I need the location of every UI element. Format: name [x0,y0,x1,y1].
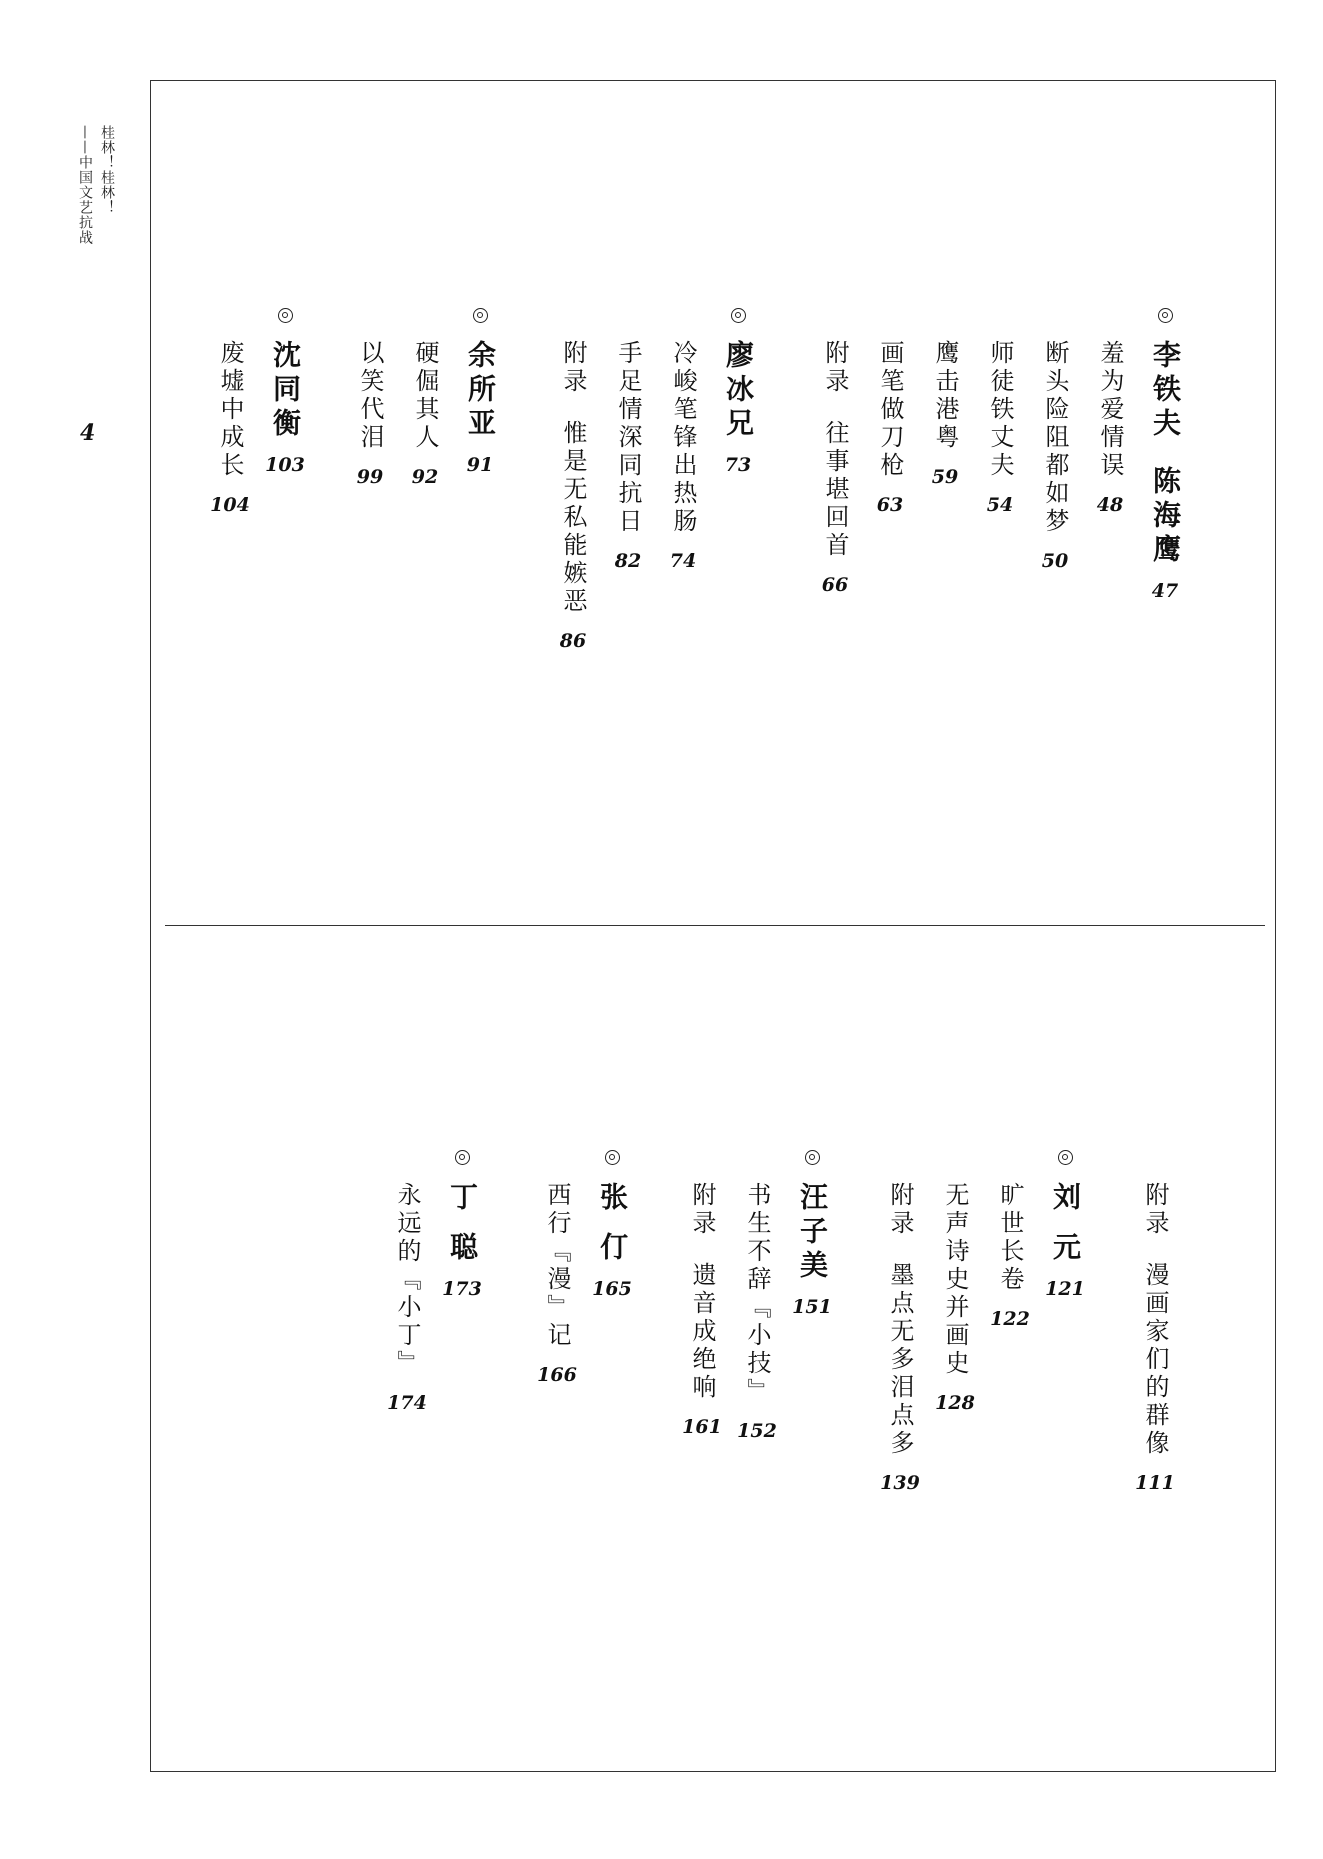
toc-artist-entry [1045,1150,1085,1299]
page-ref: 74 [669,550,697,572]
section-bullet-icon [605,1150,620,1165]
page-ref: 165 [592,1277,632,1300]
section-bullet-icon [805,1150,820,1165]
page-frame [150,80,1276,1772]
page-ref: 128 [935,1392,975,1414]
page-ref: 59 [931,466,959,488]
toc-artist-entry [792,1150,832,1317]
chapter-title: 手足情深同抗日 [614,340,642,536]
page-ref: 99 [356,466,384,488]
artist-name: 丁 聪 [446,1182,479,1266]
toc-chapter-entry [405,340,445,487]
toc-chapter-entry [815,340,855,595]
toc-chapter-entry [1135,1182,1175,1493]
toc-chapter-entry [1035,340,1075,571]
artist-name: 汪子美 [796,1182,829,1284]
page-ref: 152 [737,1420,777,1442]
chapter-title: 断头险阻都如梦 [1041,340,1069,536]
page-ref: 47 [1151,580,1179,602]
artist-name: 余所亚 [464,340,497,442]
page-ref: 48 [1096,494,1124,516]
running-head-subtitle: ——中国文艺抗战 [77,125,93,245]
artist-name: 刘 元 [1049,1182,1082,1266]
page-ref: 73 [724,454,752,476]
page-ref: 166 [537,1364,577,1386]
appendix-label: 附录 [886,1182,914,1238]
page-ref: 139 [880,1472,920,1494]
toc-chapter-entry [1090,340,1130,515]
chapter-title: 羞为爱情误 [1096,340,1124,480]
toc-artist-entry [442,1150,482,1299]
section-bullet-icon [278,308,293,323]
toc-artist-entry [718,308,758,475]
page-ref: 103 [265,454,305,476]
artist-name: 张 仃 [596,1182,629,1266]
toc-chapter-entry [537,1182,577,1385]
chapter-title: 漫画家们的群像 [1141,1262,1169,1458]
toc-chapter-entry [350,340,390,487]
toc-artist-entry [460,308,500,475]
chapter-title: 以笑代泪 [356,340,384,452]
page-ref: 161 [682,1416,722,1438]
appendix-label: 附录 [821,340,849,396]
chapter-title: 冷峻笔锋出热肠 [669,340,697,536]
artist-name: 李铁夫 [1149,340,1182,442]
toc-chapter-entry [990,1182,1030,1329]
page-ref: 92 [411,466,439,488]
appendix-label: 附录 [1141,1182,1169,1238]
chapter-title: 墨点无多泪点多 [886,1262,914,1458]
page-ref: 63 [876,494,904,516]
page-number: 4 [80,420,96,446]
section-bullet-icon [1058,1150,1073,1165]
chapter-title: 西行『漫』记 [543,1182,571,1350]
section-divider [165,925,1265,926]
page-ref: 122 [990,1308,1030,1330]
chapter-title: 鹰击港粤 [931,340,959,452]
toc-chapter-entry [682,1182,722,1437]
chapter-title: 废墟中成长 [216,340,244,480]
chapter-title: 往事堪回首 [821,420,849,560]
section-bullet-icon [473,308,488,323]
artist-name: 廖冰兄 [722,340,755,442]
page-ref: 173 [442,1277,482,1300]
toc-artist-entry [1145,308,1185,601]
chapter-title: 遗音成绝响 [688,1262,716,1402]
toc-chapter-entry [387,1182,427,1413]
chapter-title: 惟是无私能嫉恶 [559,420,587,616]
section-bullet-icon [731,308,746,323]
chapter-title: 书生不辞『小技』 [743,1182,771,1406]
page-ref: 111 [1135,1472,1175,1494]
page-ref: 50 [1041,550,1069,572]
page-ref: 66 [821,574,849,596]
page-ref: 174 [387,1392,427,1414]
artist-name: 陈海鹰 [1149,466,1182,568]
page-ref: 54 [986,494,1014,516]
page-ref: 121 [1045,1277,1085,1300]
toc-chapter-entry [925,340,965,487]
toc-chapter-entry [980,340,1020,515]
page-ref: 151 [792,1296,832,1318]
appendix-label: 附录 [559,340,587,396]
toc-chapter-entry [935,1182,975,1413]
appendix-label: 附录 [688,1182,716,1238]
toc-chapter-entry [880,1182,920,1493]
page-ref: 86 [559,630,587,652]
chapter-title: 硬倔其人 [411,340,439,452]
toc-chapter-entry [870,340,910,515]
page-ref: 104 [210,494,250,516]
chapter-title: 永远的『小丁』 [393,1182,421,1378]
page-ref: 91 [466,454,494,476]
chapter-title: 师徒铁丈夫 [986,340,1014,480]
toc-chapter-entry [553,340,593,651]
toc-chapter-entry [608,340,648,571]
running-head-title: 桂林！桂林！ [99,125,115,215]
section-bullet-icon [1158,308,1173,323]
toc-chapter-entry [663,340,703,571]
toc-chapter-entry [737,1182,777,1441]
chapter-title: 旷世长卷 [996,1182,1024,1294]
chapter-title: 画笔做刀枪 [876,340,904,480]
toc-artist-entry [265,308,305,475]
page-ref: 82 [614,550,642,572]
toc-chapter-entry [210,340,250,515]
artist-name: 沈同衡 [269,340,302,442]
section-bullet-icon [455,1150,470,1165]
toc-artist-entry [592,1150,632,1299]
chapter-title: 无声诗史并画史 [941,1182,969,1378]
